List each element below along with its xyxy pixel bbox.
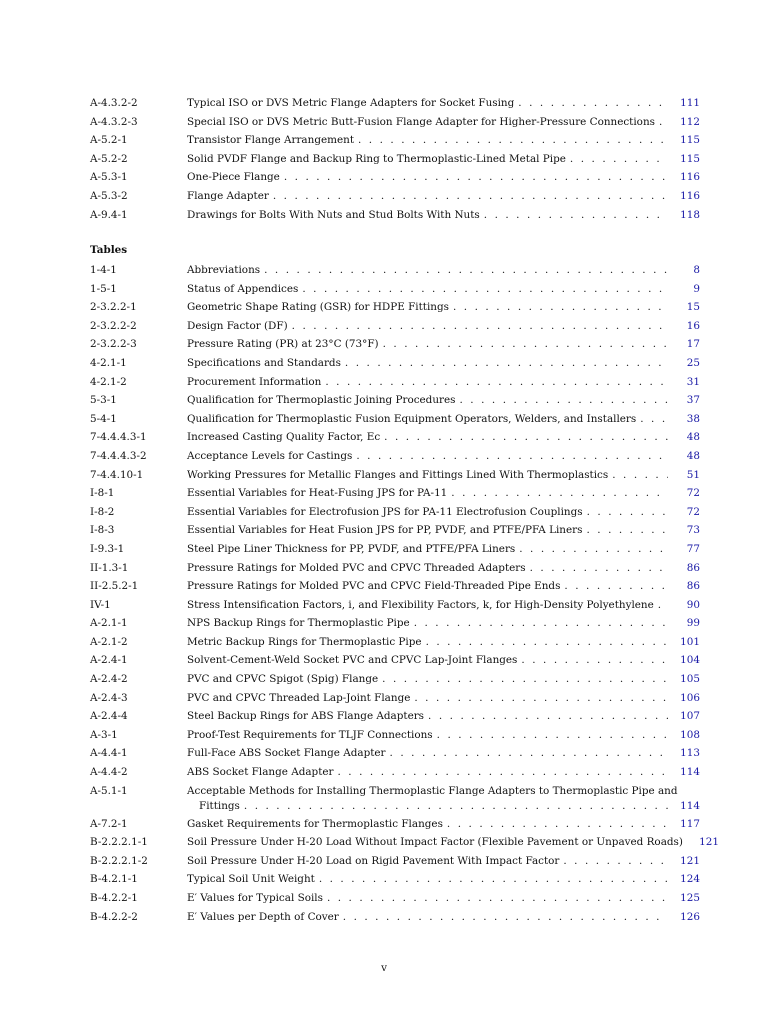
entry-number: A-2.4-3 — [90, 691, 128, 704]
entry-page-link[interactable]: 31 — [686, 375, 700, 388]
dot-leader — [410, 689, 668, 708]
entry-title-block — [187, 447, 700, 466]
dot-leader — [354, 131, 668, 150]
entry-title: Transistor Flange Arrangement — [187, 134, 354, 147]
dot-leader — [654, 596, 668, 615]
entry-page-link[interactable]: 125 — [680, 892, 700, 904]
entry-title: Acceptable Methods for Installing Thermoplastic Flange Adapters to Thermoplastic Pipe and — [187, 784, 678, 797]
toc-entry[interactable] — [90, 744, 700, 763]
entry-title: Soil Pressure Under H-20 Load Without Impact Factor (Flexible Pavement or Unpaved Roads) — [187, 836, 683, 849]
entry-title: Solvent-Cement-Weld Socket PVC and CPVC Lap-Joint Flanges — [187, 654, 518, 667]
entry-number: A-3-1 — [90, 728, 118, 741]
entry-title-block — [187, 633, 700, 652]
entry-title: PVC and CPVC Spigot (Spig) Flange — [187, 673, 379, 686]
dot-leader — [514, 94, 668, 113]
entry-title: Essential Variables for Heat-Fusing JPS for PA-11 — [187, 487, 448, 500]
entry-number: I-8-3 — [90, 524, 115, 537]
entry-number: A-2.4-2 — [90, 673, 128, 686]
entry-title-block — [187, 577, 700, 596]
entry-title: Proof-Test Requirements for TLJF Connections — [187, 728, 433, 741]
dot-leader — [240, 798, 668, 814]
entry-page-link[interactable]: 86 — [686, 580, 700, 593]
entry-number: B-4.2.1-1 — [90, 873, 138, 886]
dot-leader — [447, 484, 668, 503]
entry-title: Acceptance Levels for Castings — [187, 449, 353, 462]
entry-number: A-5.3-2 — [90, 189, 128, 202]
entry-page-link[interactable]: 38 — [686, 412, 700, 425]
page-folio: v — [381, 962, 387, 974]
dot-leader — [280, 168, 668, 187]
toc-entry[interactable] — [90, 298, 700, 317]
toc-entry[interactable] — [90, 689, 700, 708]
entry-title-block — [187, 206, 700, 225]
entry-title-block — [187, 870, 700, 889]
entry-page-link[interactable]: 113 — [680, 747, 700, 760]
entry-page-link[interactable]: 51 — [686, 468, 700, 481]
toc-entry[interactable] — [90, 206, 700, 225]
entry-title-block — [187, 168, 700, 187]
entry-title-block — [187, 744, 700, 763]
entry-page-link[interactable]: 16 — [686, 319, 700, 332]
toc-entry[interactable] — [90, 113, 700, 132]
dot-leader — [655, 113, 668, 132]
entry-page-link[interactable]: 121 — [680, 854, 700, 867]
entry-number: B-4.2.2-1 — [90, 892, 138, 904]
toc-entry[interactable] — [90, 131, 700, 150]
dot-leader — [410, 614, 668, 633]
entry-number: A-2.4-4 — [90, 710, 128, 723]
entry-title-block — [187, 559, 700, 578]
dot-leader — [515, 540, 668, 559]
toc-entry[interactable] — [90, 596, 700, 615]
toc-entry[interactable] — [90, 150, 700, 169]
tables-list — [90, 261, 719, 926]
toc-entry[interactable] — [90, 670, 700, 689]
entry-title: Typical Soil Unit Weight — [187, 873, 315, 886]
entry-page-link[interactable]: 86 — [686, 561, 700, 574]
entry-title-block — [187, 889, 700, 908]
entry-title-block — [187, 908, 700, 927]
toc-entry[interactable] — [90, 852, 700, 871]
dot-leader — [378, 670, 668, 689]
entry-page-link[interactable]: 9 — [693, 282, 700, 295]
entry-page-link[interactable]: 73 — [686, 524, 700, 537]
entry-title-block — [187, 428, 700, 447]
entry-page-link[interactable]: 104 — [680, 654, 700, 667]
entry-title: Specifications and Standards — [187, 356, 341, 369]
entry-title-block — [187, 484, 700, 503]
entry-title: Pressure Rating (PR) at 23°C (73°F) — [187, 338, 379, 351]
entry-title: PVC and CPVC Threaded Lap-Joint Flange — [187, 691, 411, 704]
dot-leader — [339, 908, 668, 927]
dot-leader — [582, 521, 668, 540]
dot-leader — [636, 410, 668, 429]
entry-page-link[interactable]: 124 — [680, 873, 700, 886]
entry-number: A-5.1-1 — [90, 784, 128, 797]
dot-leader — [566, 150, 668, 169]
dot-leader — [260, 261, 668, 280]
toc-entry[interactable] — [90, 870, 700, 889]
entry-title: Gasket Requirements for Thermoplastic Flanges — [187, 817, 443, 830]
entry-title-block — [187, 540, 700, 559]
entry-page-link[interactable]: 115 — [680, 152, 700, 165]
entry-title: Stress Intensification Factors, i, and Flexibility Factors, k, for High-Density Polyethylene — [187, 598, 654, 611]
entry-title: Soil Pressure Under H-20 Load on Rigid Pavement With Impact Factor — [187, 854, 560, 867]
toc-entry[interactable] — [90, 707, 700, 726]
dot-leader — [526, 559, 668, 578]
entry-title: Steel Pipe Liner Thickness for PP, PVDF, and PTFE/PFA Liners — [187, 542, 516, 555]
toc-entry[interactable] — [90, 373, 700, 392]
entry-page-link[interactable]: 121 — [699, 836, 719, 849]
dot-leader — [298, 280, 668, 299]
entry-title: Pressure Ratings for Molded PVC and CPVC Threaded Adapters — [187, 561, 526, 574]
entry-title-block — [187, 280, 700, 299]
entry-title: E′ Values per Depth of Cover — [187, 910, 339, 923]
toc-entry[interactable] — [90, 503, 700, 522]
figures-list — [90, 94, 700, 224]
entry-number: A-4.3.2-3 — [90, 115, 138, 128]
entry-title: Qualification for Thermoplastic Fusion Equipment Operators, Welders, and Installers — [187, 412, 637, 425]
entry-number: 7-4.4.4.3-2 — [90, 449, 147, 462]
dot-leader — [315, 870, 668, 889]
entry-page-link[interactable]: 114 — [680, 800, 700, 813]
dot-leader — [583, 503, 668, 522]
entry-title-block — [187, 670, 700, 689]
entry-title: Geometric Shape Rating (GSR) for HDPE Fittings — [187, 301, 449, 314]
entry-title-block — [187, 852, 700, 871]
toc-entry[interactable] — [90, 187, 700, 206]
dot-leader — [559, 852, 668, 871]
entry-title: Essential Variables for Electrofusion JPS for PA-11 Electrofusion Couplings — [187, 505, 583, 518]
entry-page-link[interactable]: 115 — [680, 134, 700, 147]
entry-title-block — [187, 651, 700, 670]
entry-number: A-5.2-2 — [90, 152, 128, 165]
entry-title: E′ Values for Typical Soils — [187, 892, 323, 904]
toc-entry[interactable] — [90, 447, 700, 466]
entry-title-block — [187, 317, 700, 336]
dot-leader — [352, 447, 668, 466]
dot-leader — [380, 428, 668, 447]
dot-leader — [517, 651, 668, 670]
entry-title-block — [187, 354, 700, 373]
entry-number: 5-4-1 — [90, 412, 117, 425]
toc-entry[interactable] — [90, 168, 700, 187]
entry-title-block — [187, 521, 700, 540]
toc-entry[interactable] — [90, 833, 719, 852]
toc-entry[interactable] — [90, 651, 700, 670]
entry-page-link[interactable]: 77 — [686, 542, 700, 555]
entry-title: Typical ISO or DVS Metric Flange Adapters for Socket Fusing — [187, 97, 515, 109]
entry-page-link[interactable]: 48 — [686, 431, 700, 444]
entry-title-block — [187, 113, 700, 132]
entry-number: A-4.4-1 — [90, 747, 128, 760]
toc-entry[interactable] — [90, 335, 700, 354]
entry-number: A-5.3-1 — [90, 171, 128, 184]
entry-title: NPS Backup Rings for Thermoplastic Pipe — [187, 617, 410, 630]
dot-leader — [608, 466, 668, 485]
dot-leader — [433, 726, 668, 745]
entry-number: I-8-2 — [90, 505, 115, 518]
entry-number: A-5.2-1 — [90, 134, 128, 147]
toc-entry[interactable] — [90, 466, 700, 485]
entry-title: Status of Appendices — [187, 282, 299, 295]
toc-entry[interactable] — [90, 889, 700, 908]
entry-title-block — [187, 298, 700, 317]
dot-leader — [334, 763, 669, 782]
dot-leader — [323, 889, 668, 908]
toc-entry[interactable] — [90, 521, 700, 540]
entry-title: Special ISO or DVS Metric Butt-Fusion Flange Adapter for Higher-Pressure Connections — [187, 115, 655, 128]
entry-title: Steel Backup Rings for ABS Flange Adapters — [187, 710, 425, 723]
entry-title: Solid PVDF Flange and Backup Ring to Thermoplastic-Lined Metal Pipe — [187, 152, 566, 165]
entry-number: A-7.2-1 — [90, 817, 128, 830]
entry-title-block — [187, 131, 700, 150]
entry-page-link[interactable]: 108 — [680, 728, 700, 741]
toc-entry[interactable] — [90, 815, 700, 834]
entry-number: 4-2.1-2 — [90, 375, 127, 388]
entry-number: 7-4.4.10-1 — [90, 468, 144, 481]
entry-number: A-9.4-1 — [90, 208, 128, 221]
entry-number: I-9.3-1 — [90, 542, 125, 555]
dot-leader — [424, 707, 668, 726]
entry-title: Full-Face ABS Socket Flange Adapter — [187, 747, 386, 760]
dot-leader — [269, 187, 668, 206]
toc-entry[interactable] — [90, 484, 700, 503]
dot-leader — [386, 744, 668, 763]
toc-entry[interactable] — [90, 391, 700, 410]
entry-title: Abbreviations — [187, 264, 261, 276]
entry-number: 7-4.4.4.3-1 — [90, 431, 147, 444]
dot-leader — [455, 391, 668, 410]
entry-page-link[interactable]: 116 — [680, 189, 700, 202]
entry-number: 2-3.2.2-1 — [90, 301, 137, 314]
toc-entry[interactable] — [90, 726, 700, 745]
entry-title-block — [187, 614, 700, 633]
entry-number: 2-3.2.2-2 — [90, 319, 137, 332]
entry-number: A-2.4-1 — [90, 654, 128, 667]
entry-title-block — [187, 689, 700, 708]
toc-entry[interactable] — [90, 782, 700, 815]
entry-number: II-1.3-1 — [90, 561, 129, 574]
entry-page-link[interactable]: 48 — [686, 449, 700, 462]
entry-number: A-4.3.2-2 — [90, 97, 138, 109]
entry-number: 4-2.1-1 — [90, 356, 127, 369]
entry-number: A-4.4-2 — [90, 766, 128, 779]
entry-number: B-4.2.2-2 — [90, 910, 138, 923]
entry-title: Drawings for Bolts With Nuts and Stud Bolts With Nuts — [187, 208, 480, 221]
entry-title: Flange Adapter — [187, 189, 269, 202]
toc-entry[interactable] — [90, 633, 700, 652]
dot-leader — [321, 373, 668, 392]
entry-number: A-2.1-2 — [90, 635, 128, 648]
toc-entry[interactable] — [90, 540, 700, 559]
entry-title-block — [187, 782, 700, 815]
entry-title-block — [187, 833, 719, 852]
dot-leader — [341, 354, 668, 373]
entry-title-block — [187, 94, 700, 113]
toc-entry[interactable] — [90, 577, 700, 596]
dot-leader — [288, 317, 668, 336]
entry-page-link[interactable]: 114 — [680, 766, 700, 779]
entry-page-link[interactable]: 105 — [680, 673, 700, 686]
dot-leader — [379, 335, 668, 354]
entry-title: Working Pressures for Metallic Flanges and Fittings Lined With Thermoplastics — [187, 468, 609, 481]
entry-number: IV-1 — [90, 598, 111, 611]
entry-page-link[interactable]: 17 — [686, 338, 700, 351]
entry-title-block — [187, 410, 700, 429]
entry-number: II-2.5.2-1 — [90, 580, 139, 593]
entry-title-block — [187, 815, 700, 834]
toc-entry[interactable] — [90, 354, 700, 373]
entry-page-link[interactable]: 126 — [680, 910, 700, 923]
entry-page-link[interactable]: 15 — [686, 301, 700, 314]
tables-heading: Tables — [90, 244, 128, 256]
entry-title-block — [187, 726, 700, 745]
toc-entry[interactable] — [90, 614, 700, 633]
entry-page-link[interactable]: 99 — [686, 617, 700, 630]
entry-number: B-2.2.2.1-2 — [90, 854, 148, 867]
entry-page-link[interactable]: 117 — [680, 817, 700, 830]
toc-entry[interactable] — [90, 94, 700, 113]
entry-page-link[interactable]: 112 — [680, 115, 700, 128]
entry-title: Metric Backup Rings for Thermoplastic Pipe — [187, 635, 422, 648]
entry-title-block — [187, 503, 700, 522]
entry-title: Pressure Ratings for Molded PVC and CPVC Field-Threaded Pipe Ends — [187, 580, 561, 593]
entry-title-block — [187, 187, 700, 206]
entry-title: Essential Variables for Heat Fusion JPS for PP, PVDF, and PTFE/PFA Liners — [187, 524, 583, 537]
toc-entry[interactable] — [90, 410, 700, 429]
entry-page-link[interactable]: 101 — [680, 635, 700, 648]
entry-page-link[interactable]: 90 — [686, 598, 700, 611]
entry-title-block — [187, 335, 700, 354]
toc-entry[interactable] — [90, 428, 700, 447]
entry-title-block — [187, 261, 700, 280]
toc-entry[interactable] — [90, 261, 700, 280]
entry-title: Increased Casting Quality Factor, Ec — [187, 431, 381, 444]
toc-entry[interactable] — [90, 559, 700, 578]
entry-number: 5-3-1 — [90, 394, 117, 407]
entry-number: 2-3.2.2-3 — [90, 338, 137, 351]
entry-page-link[interactable]: 116 — [680, 171, 700, 184]
entry-title-continued: Fittings — [199, 800, 240, 813]
dot-leader — [480, 206, 668, 225]
entry-number: A-2.1-1 — [90, 617, 128, 630]
entry-title-block — [187, 707, 700, 726]
dot-leader — [449, 298, 668, 317]
entry-title-block — [187, 466, 700, 485]
entry-number: B-2.2.2.1-1 — [90, 836, 148, 849]
entry-title-block — [187, 391, 700, 410]
entry-page-link[interactable]: 25 — [686, 356, 700, 369]
entry-title: Design Factor (DF) — [187, 319, 288, 332]
entry-page-link[interactable]: 107 — [680, 710, 700, 723]
entry-title: Procurement Information — [187, 375, 322, 388]
entry-title-block — [187, 373, 700, 392]
entry-page-link[interactable]: 72 — [686, 487, 700, 500]
entry-title: Qualification for Thermoplastic Joining Procedures — [187, 394, 456, 407]
entry-page-link[interactable]: 106 — [680, 691, 700, 704]
toc-entry[interactable] — [90, 763, 700, 782]
entry-page-link[interactable]: 72 — [686, 505, 700, 518]
dot-leader — [560, 577, 668, 596]
entry-number: 1-4-1 — [90, 264, 117, 276]
entry-number: I-8-1 — [90, 487, 115, 500]
entry-title-block — [187, 150, 700, 169]
entry-title-block — [187, 763, 700, 782]
entry-page-link[interactable]: 8 — [693, 264, 700, 276]
toc-entry[interactable] — [90, 280, 700, 299]
entry-page-link[interactable]: 111 — [680, 97, 700, 109]
toc-entry[interactable] — [90, 317, 700, 336]
entry-page-link[interactable]: 118 — [680, 208, 700, 221]
entry-title: One-Piece Flange — [187, 171, 280, 184]
entry-number: 1-5-1 — [90, 282, 117, 295]
toc-entry[interactable] — [90, 908, 700, 927]
entry-page-link[interactable]: 37 — [686, 394, 700, 407]
entry-title-block — [187, 596, 700, 615]
dot-leader — [422, 633, 668, 652]
dot-leader — [443, 815, 668, 834]
entry-title: ABS Socket Flange Adapter — [187, 766, 334, 779]
